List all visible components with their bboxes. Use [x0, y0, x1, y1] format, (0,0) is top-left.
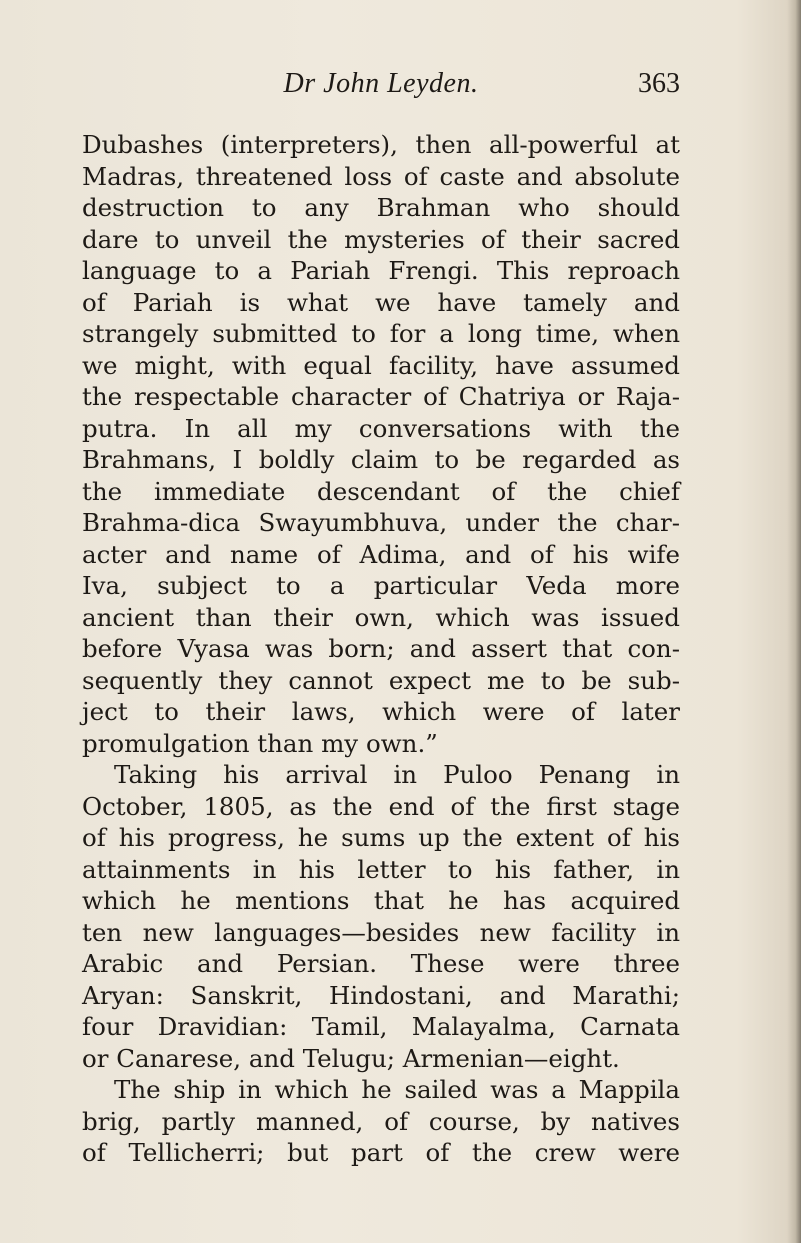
page-number: 363: [638, 68, 680, 99]
text-line: promulgation than my own.”: [82, 728, 438, 758]
text-line: the respectable character of Chatriya or Raja-: [82, 382, 680, 411]
text-line: Brahma-dica Swayumbhuva, under the char-: [82, 508, 680, 537]
text-line: strangely submitted to for a long time, when: [82, 319, 680, 348]
text-line: The ship in which he sailed was a Mappila: [114, 1075, 680, 1104]
text-line: Arabic and Persian. These were three: [82, 949, 680, 978]
text-line: of his progress, he sums up the extent of his: [82, 823, 680, 852]
text-line: Taking his arrival in Puloo Penang in: [114, 760, 680, 789]
text-line: Aryan: Sanskrit, Hindostani, and Marathi;: [82, 980, 680, 1010]
text-line: dare to unveil the mysteries of their sacred: [82, 224, 680, 254]
text-line: sequently they cannot expect me to be sub-: [82, 665, 680, 695]
text-line: October, 1805, as the end of the first stage: [82, 791, 680, 821]
text-line: of Pariah is what we have tamely and: [82, 287, 680, 317]
text-line: language to a Pariah Frengi. This reproach: [82, 256, 680, 285]
text-line: acter and name of Adima, and of his wife: [82, 539, 680, 569]
text-line: we might, with equal facility, have assumed: [82, 350, 680, 380]
text-line: attainments in his letter to his father, in: [82, 854, 680, 884]
running-head: [82, 62, 680, 102]
text-line: ancient than their own, which was issued: [82, 602, 680, 632]
text-line: which he mentions that he has acquired: [82, 886, 680, 915]
text-line: Iva, subject to a particular Veda more: [82, 571, 680, 600]
text-line: ject to their laws, which were of later: [82, 697, 680, 726]
text-line: four Dravidian: Tamil, Malayalma, Carnata: [82, 1012, 680, 1041]
page-edge-shadow: [787, 0, 801, 1243]
text-line: the immediate descendant of the chief: [82, 476, 680, 506]
text-line: destruction to any Brahman who should: [82, 193, 680, 222]
text-line: Dubashes (interpreters), then all-powerful at: [82, 130, 680, 159]
text-line: ten new languages—besides new facility in: [82, 917, 680, 947]
text-line: Madras, threatened loss of caste and absolute: [82, 161, 680, 191]
text-line: of Tellicherri; but part of the crew were: [82, 1138, 680, 1167]
body-text: [82, 129, 680, 1169]
text-line: putra. In all my conversations with the: [82, 413, 680, 443]
text-line: before Vyasa was born; and assert that con-: [82, 634, 680, 663]
text-line: brig, partly manned, of course, by natives: [82, 1106, 680, 1136]
running-title: Dr John Leyden.: [283, 68, 479, 99]
text-line: or Canarese, and Telugu; Armenian—eight.: [82, 1043, 620, 1073]
text-line: Brahmans, I boldly claim to be regarded as: [82, 445, 680, 474]
